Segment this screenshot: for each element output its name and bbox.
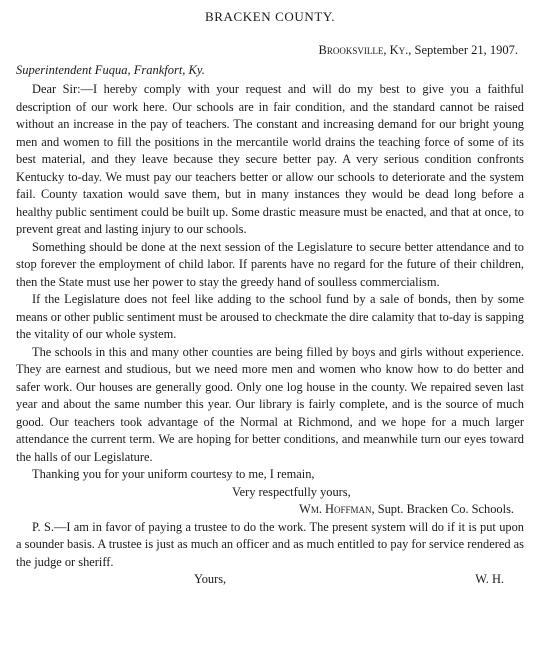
paragraph-2: Something should be done at the next session of the Legislature to secure better attendance and to stop forever the employment of child labor. If parents have no regard for the future of their children, then the State must use her power to stay the greedy hand of soulless commercialism.: [16, 239, 524, 289]
dateline-date: September 21, 1907.: [414, 43, 518, 57]
addressee: Superintendent Fuqua, Frankfort, Ky.: [16, 63, 205, 77]
page-heading: BRACKEN COUNTY.: [204, 9, 336, 24]
letter-body: [16, 81, 524, 589]
signature-line: [16, 501, 524, 519]
dateline: [319, 43, 518, 58]
signature-name: Wm. Hoffman,: [299, 502, 375, 516]
ps-initials: W. H.: [475, 572, 504, 586]
paragraph-4: The schools in this and many other counties are being filled by boys and girls without experience. They are earnest and studious, but we need more men and women who know how to do better and safer work. Our houses are generally good. Only one log house in the county. We repaired seven last year and about the same number this year. Our library is fairly complete, and is the source of much good. Our teachers took advantage of the Normal at Richmond, and we hope for a much larger attendance the current term. We are hoping for better conditions, and meanwhile turn our eyes toward the halls of our Legislature.: [16, 344, 524, 464]
paragraph-1: Dear Sir:—I hereby comply with your request and will do my best to give you a faithful description of our work here. Our schools are in fair condition, and the standard cannot be raised without an increase in the pay of teachers. The constant and increasing demand for our bright young men and women to fill the positions in the mercantile world drains the teaching force of some of its best material, and they leave because they secure better pay. A very serious condition confronts Kentucky to-day. We must pay our teachers better or allow our schools to deteriorate and the system fail. County taxation would save them, but in many instances they would be dead long before a healthy public sentiment could be built up. Some drastic measure must be enacted, and that at once, to prevent great and lasting injury to our schools.: [16, 82, 524, 236]
letter-page: [16, 0, 524, 648]
postscript: P. S.—I am in favor of paying a trustee to do the work. The present system will do if it is put upon a sounder basis. A trustee is just as much an officer and as much entitled to pay for service rendered as the judge or sheriff.: [16, 519, 524, 569]
closing-line: Very respectfully yours,: [232, 484, 351, 499]
dateline-place: Brooksville, Ky.,: [318, 43, 412, 57]
paragraph-5: Thanking you for your uniform courtesy to me, I remain,: [32, 467, 315, 481]
paragraph-3: If the Legislature does not feel like adding to the school fund by a sale of bonds, then by some means or other public sentiment must be aroused to checkmate the dire calamity that to-day is sapping the vitality of our whole system.: [16, 292, 524, 341]
ps-closing: Yours,: [194, 572, 227, 586]
signature-title: Supt. Bracken Co. Schools.: [377, 502, 514, 516]
postscript-signoff: [16, 571, 524, 589]
